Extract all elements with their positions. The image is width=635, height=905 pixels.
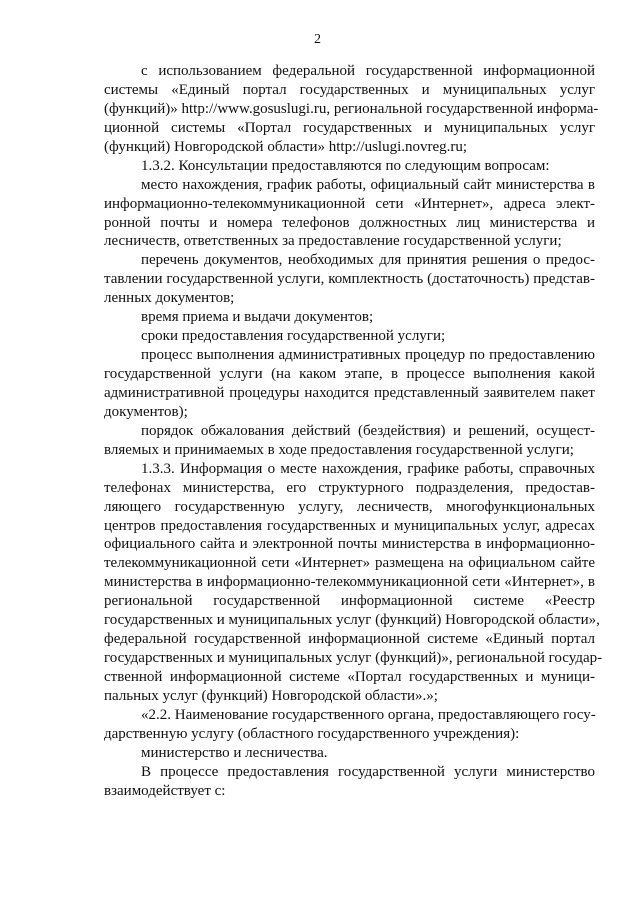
text-line: федеральной государственной информационной системе «Единый портал bbox=[104, 631, 595, 648]
text-line: «2.2. Наименование государственного органа, предоставляющего госу- bbox=[141, 706, 596, 723]
text-line: время приема и выдачи документов; bbox=[141, 309, 374, 326]
text-line: министерства в информационно-телекоммуникационной сети «Интернет», в bbox=[104, 574, 595, 591]
text-line: порядок обжалования действий (бездействия) и решений, осущест- bbox=[141, 422, 595, 439]
text-line: В процессе предоставления государственной услуги министерство bbox=[141, 763, 595, 780]
text-line: ленных документов; bbox=[104, 290, 235, 307]
text-line: 1.3.2. Консультации предоставляются по следующим вопросам: bbox=[141, 157, 550, 174]
text-line: системы «Единый портал государственных и муниципальных услуг bbox=[104, 81, 595, 98]
text-line: документов); bbox=[104, 403, 188, 420]
text-line: ронной почты и номера телефонов должностных лиц министерства и bbox=[104, 214, 595, 231]
text-line: государственной услуги (на каком этапе, в процессе выполнения какой bbox=[104, 366, 595, 382]
text-line: официального сайта и электронной почты министерства в информационно- bbox=[104, 536, 595, 553]
text-line: телекоммуникационной сети «Интернет» размещена на официальном сайте bbox=[104, 555, 595, 572]
text-line: с использованием федеральной государственной информационной bbox=[141, 63, 595, 79]
text-line: ляющего государственную услугу, лесничеств, многофункциональных bbox=[104, 498, 595, 515]
text-line: региональной государственной информационной системе «Реестр bbox=[104, 593, 595, 610]
text-line: взаимодействует с: bbox=[104, 782, 226, 799]
text-line: государственных и муниципальных услуг (функций)», региональной государ- bbox=[104, 650, 603, 667]
text-line: место нахождения, график работы, официальный сайт министерства в bbox=[141, 176, 595, 193]
text-line: перечень документов, необходимых для принятия решения о предос- bbox=[141, 252, 595, 269]
text-line: министерство и лесничества. bbox=[141, 744, 328, 761]
text-line: телефонах министерства, его структурного подразделения, предостав- bbox=[104, 479, 595, 496]
text-line: (функций)» http://www.gosuslugi.ru, региональной государственной информа- bbox=[104, 100, 599, 117]
text-line: сроки предоставления государственной услуги; bbox=[141, 328, 446, 345]
document-body bbox=[104, 62, 603, 801]
text-line: пальных услуг (функций) Новгородской области».»; bbox=[104, 687, 438, 704]
text-line: процесс выполнения административных процедур по предоставлению bbox=[141, 347, 595, 364]
page-number: 2 bbox=[314, 32, 321, 47]
text-line: 1.3.3. Информация о месте нахождения, графике работы, справочных bbox=[141, 460, 595, 477]
text-line: дарственную услугу (областного государственного учреждения): bbox=[104, 725, 520, 742]
text-line: ственной информационной системе «Портал государственных и муници- bbox=[104, 669, 595, 685]
text-line: (функций) Новгородской области» http://uslugi.novreg.ru; bbox=[104, 138, 468, 155]
text-line: центров предоставления государственных и муниципальных услуг, адресах bbox=[104, 517, 595, 534]
text-line: административной процедуры находится представленный заявителем пакет bbox=[104, 384, 595, 401]
text-line: информационно-телекоммуникационной сети «Интернет», адреса элект- bbox=[104, 195, 595, 212]
text-line: вляемых и принимаемых в ходе предоставления государственной услуги; bbox=[104, 441, 574, 458]
text-line: тавлении государственной услуги, комплектность (достаточность) представ- bbox=[104, 271, 595, 288]
text-line: лесничеств, ответственных за предоставление государственной услуги; bbox=[104, 233, 562, 250]
text-line: ционной системы «Портал государственных и муниципальных услуг bbox=[104, 119, 595, 136]
text-line: государственных и муниципальных услуг (функций) Новгородской области», bbox=[104, 612, 600, 629]
